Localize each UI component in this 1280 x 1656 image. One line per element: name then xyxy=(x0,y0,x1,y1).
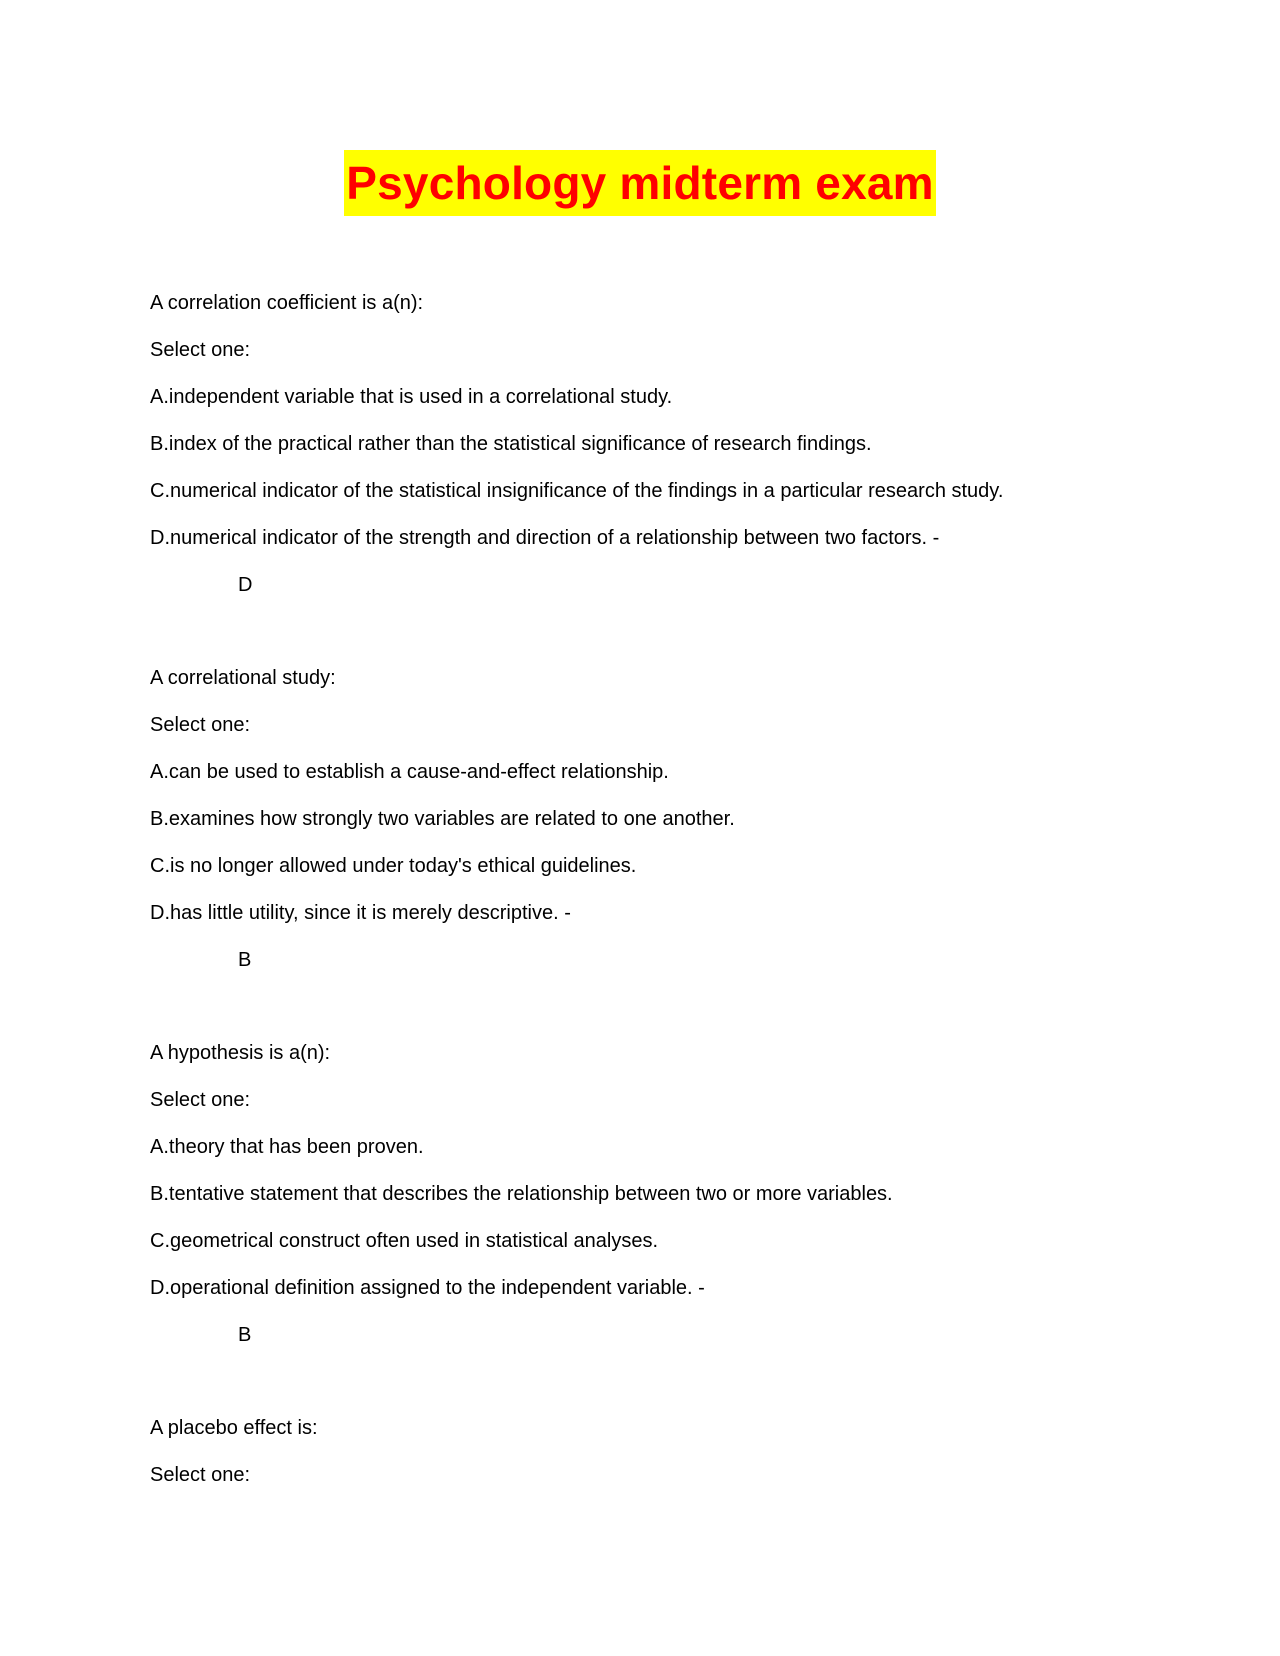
question-block xyxy=(150,280,1150,609)
option-c: C.numerical indicator of the statistical insignificance of the findings in a particular research study. xyxy=(150,480,1004,502)
question-stem: A placebo effect is: xyxy=(150,1417,318,1439)
option-d: D.has little utility, since it is merely descriptive. - xyxy=(150,902,571,924)
option-d: D.operational definition assigned to the independent variable. - xyxy=(150,1277,705,1299)
select-prompt: Select one: xyxy=(150,1089,251,1111)
question-stem: A hypothesis is a(n): xyxy=(150,1042,331,1064)
question-block xyxy=(150,1030,1150,1359)
select-prompt: Select one: xyxy=(150,339,251,361)
option-c: C.is no longer allowed under today's ethical guidelines. xyxy=(150,855,637,877)
question-block xyxy=(150,1405,1150,1499)
questions-list xyxy=(150,280,1150,1545)
option-c: C.geometrical construct often used in statistical analyses. xyxy=(150,1230,659,1252)
option-a: A.can be used to establish a cause-and-effect relationship. xyxy=(150,761,669,783)
option-b: B.examines how strongly two variables are related to one another. xyxy=(150,808,735,830)
answer-key: B xyxy=(238,949,252,971)
title-container xyxy=(0,150,1280,216)
question-stem: A correlational study: xyxy=(150,667,336,689)
option-a: A.independent variable that is used in a correlational study. xyxy=(150,386,673,408)
answer-key: B xyxy=(238,1324,252,1346)
select-prompt: Select one: xyxy=(150,1464,251,1486)
option-a: A.theory that has been proven. xyxy=(150,1136,424,1158)
answer-key: D xyxy=(238,574,253,596)
select-prompt: Select one: xyxy=(150,714,251,736)
option-b: B.tentative statement that describes the relationship between two or more variables. xyxy=(150,1183,893,1205)
option-d: D.numerical indicator of the strength and direction of a relationship between two factors. - xyxy=(150,527,940,549)
question-stem: A correlation coefficient is a(n): xyxy=(150,292,424,314)
question-block xyxy=(150,655,1150,984)
option-b: B.index of the practical rather than the statistical significance of research findings. xyxy=(150,433,872,455)
page-title: Psychology midterm exam xyxy=(344,150,935,216)
